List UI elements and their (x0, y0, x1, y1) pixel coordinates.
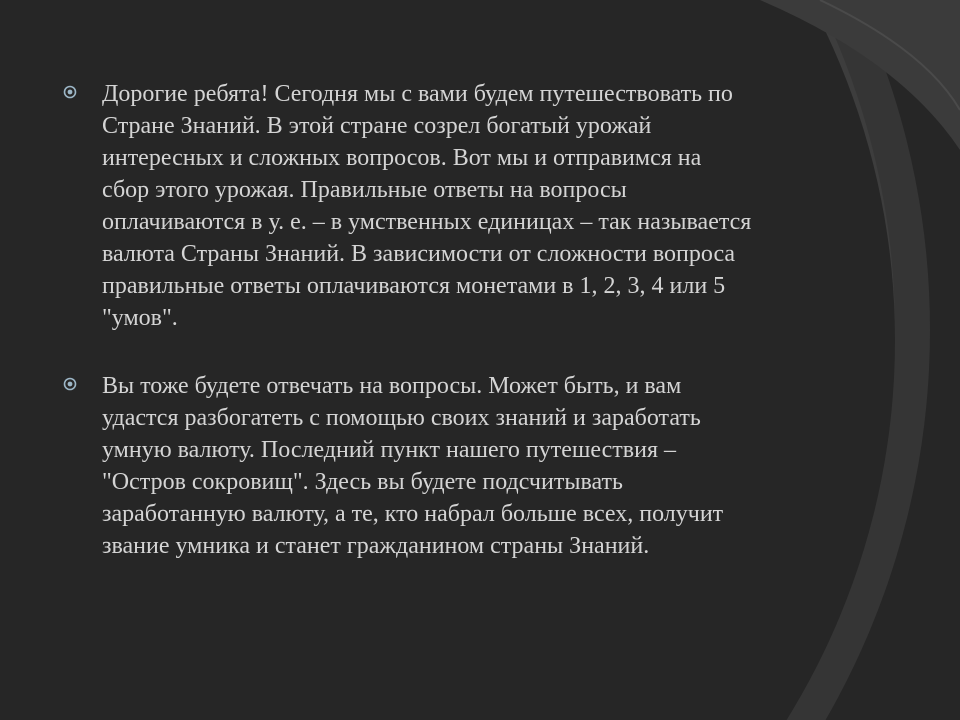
bullet-text-2: Вы тоже будете отвечать на вопросы. Может быть, и вам удастся разбогатеть с помощью своих знаний и заработать умную валюту. Последний пункт нашего путешествия – "Остров сокровищ". Здесь вы будете подсчитывать заработанную валюту, а те, кто набрал больше всех, получит звание умника и станет гражданином страны Знаний. (102, 373, 724, 559)
bullet-item-2 (62, 370, 752, 562)
bullet-list (62, 78, 752, 598)
circle-bullet-icon (62, 84, 78, 100)
bullet-item-1 (62, 78, 752, 334)
bullet-text-1: Дорогие ребята! Сегодня мы с вами будем путешествовать по Стране Знаний. В этой стране созрел богатый урожай интересных и сложных вопросов. Вот мы и отправимся на сбор этого урожая. Правильные ответы на вопросы оплачиваются в у. е. – в умственных единицах – так называется валюта Страны Знаний. В зависимости от сложности вопроса правильные ответы оплачиваются монетами в 1, 2, 3, 4 или 5 "умов". (102, 81, 752, 331)
circle-bullet-icon (62, 376, 78, 392)
